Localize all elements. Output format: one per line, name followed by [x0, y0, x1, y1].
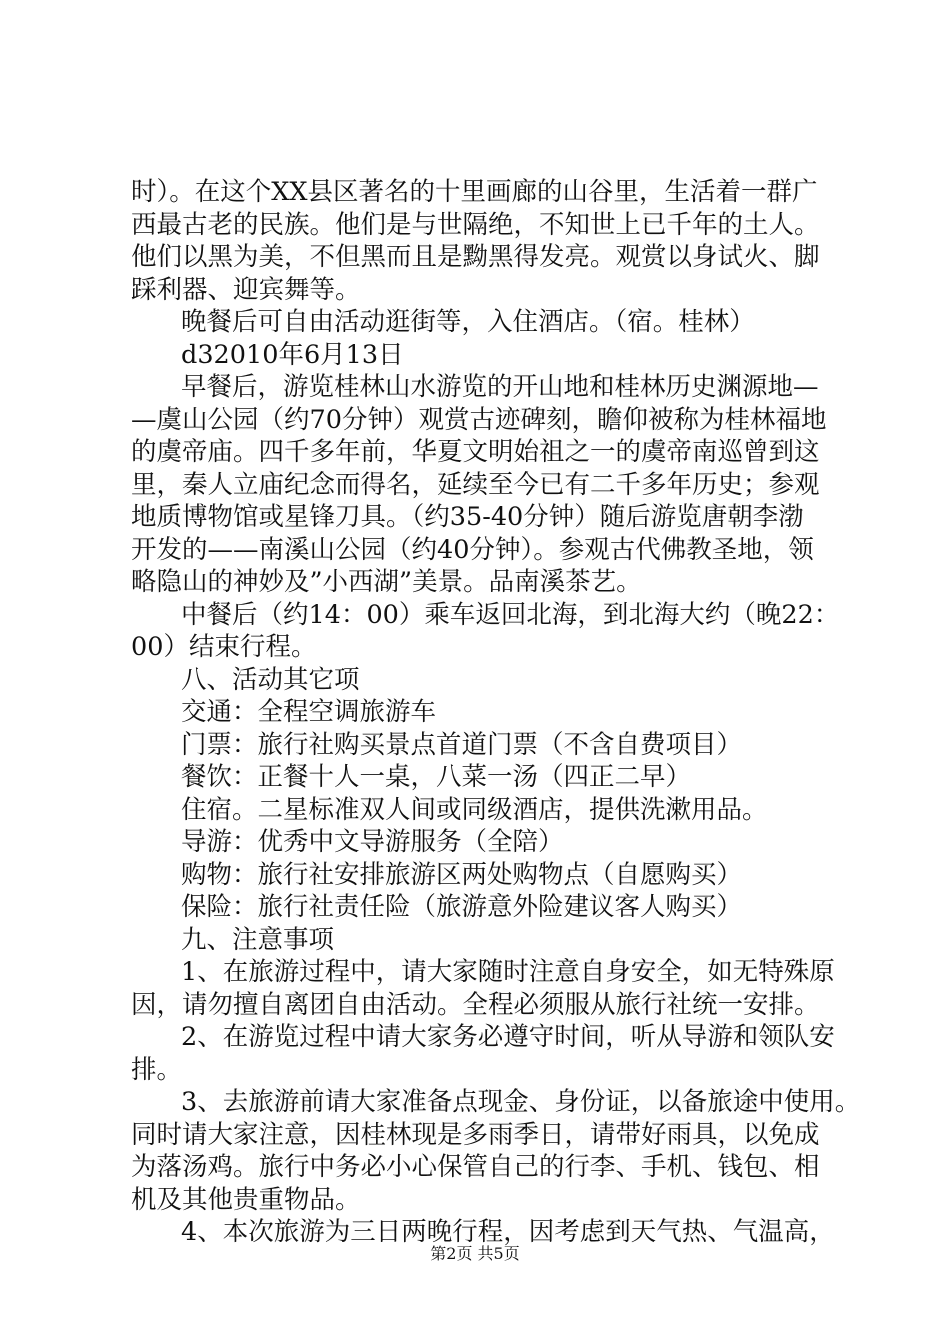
document-body	[131, 176, 861, 1249]
text-line: 西最古老的民族。他们是与世隔绝，不知世上已千年的土人。	[131, 209, 820, 240]
text-line: 里，秦人立庙纪念而得名，延续至今已有二千多年历史；参观	[131, 469, 820, 500]
text-line: 时）。在这个XX县区著名的十里画廊的山谷里，生活着一群广	[131, 177, 818, 207]
text-line: 门票：旅行社购买景点首道门票（不含自费项目）	[181, 729, 743, 760]
text-line: 交通：全程空调旅游车	[181, 697, 437, 727]
text-line: 导游：优秀中文导游服务（全陪）	[181, 827, 564, 857]
text-line: 他们以黑为美，不但黑而且是黝黑得发亮。观赏以身试火、脚	[131, 242, 820, 272]
text-line: 3、去旅游前请大家准备点现金、身份证，以备旅途中使用。	[181, 1087, 861, 1117]
text-line: 住宿。二星标准双人间或同级酒店，提供洗漱用品。	[181, 794, 768, 825]
text-line: 八、活动其它项	[181, 664, 360, 695]
text-line: 的虞帝庙。四千多年前，华夏文明始祖之一的虞帝南巡曾到这	[131, 437, 820, 467]
text-line: 晚餐后可自由活动逛街等，入住酒店。（宿。桂林）	[181, 307, 755, 337]
text-line: d32010年6月13日	[181, 339, 404, 370]
text-line: 踩利器、迎宾舞等。	[131, 274, 361, 305]
text-line: —虞山公园（约70分钟）观赏古迹碑刻，瞻仰被称为桂林福地	[131, 404, 827, 435]
text-line: 开发的——南溪山公园（约40分钟）。参观古代佛教圣地，领	[131, 534, 814, 565]
text-line: 地质博物馆或星锋刀具。（约35-40分钟）随后游览唐朝李渤	[131, 502, 804, 532]
text-line: 早餐后，游览桂林山水游览的开山地和桂林历史渊源地—	[181, 372, 819, 402]
text-line: 餐饮：正餐十人一桌，八菜一汤（四正二早）	[181, 762, 692, 792]
text-line: 九、注意事项	[181, 924, 335, 955]
text-line: 4、本次旅游为三日两晚行程，因考虑到天气热、气温高，	[181, 1217, 835, 1247]
text-line: 2、在游览过程中请大家务必遵守时间，听从导游和领队安	[181, 1022, 835, 1052]
text-line: 同时请大家注意，因桂林现是多雨季日，请带好雨具，以免成	[131, 1119, 820, 1150]
page-footer: 第2页 共5页	[430, 1244, 520, 1263]
text-line: 中餐后（约14：00）乘车返回北海，到北海大约（晚22：	[181, 599, 840, 630]
text-line: 略隐山的神妙及”小西湖”美景。品南溪茶艺。	[131, 567, 642, 597]
text-line: 机及其他贵重物品。	[131, 1184, 361, 1215]
text-line: 排。	[131, 1054, 183, 1085]
text-line: 00）结束行程。	[131, 632, 317, 662]
text-line: 1、在旅游过程中，请大家随时注意自身安全，如无特殊原	[181, 957, 835, 987]
text-line: 因，请勿擅自离团自由活动。全程必须服从旅行社统一安排。	[131, 989, 820, 1020]
text-line: 购物：旅行社安排旅游区两处购物点（自愿购买）	[181, 859, 743, 890]
text-line: 保险：旅行社责任险（旅游意外险建议客人购买）	[181, 892, 743, 922]
text-line: 为落汤鸡。旅行中务必小心保管自己的行李、手机、钱包、相	[131, 1152, 820, 1182]
